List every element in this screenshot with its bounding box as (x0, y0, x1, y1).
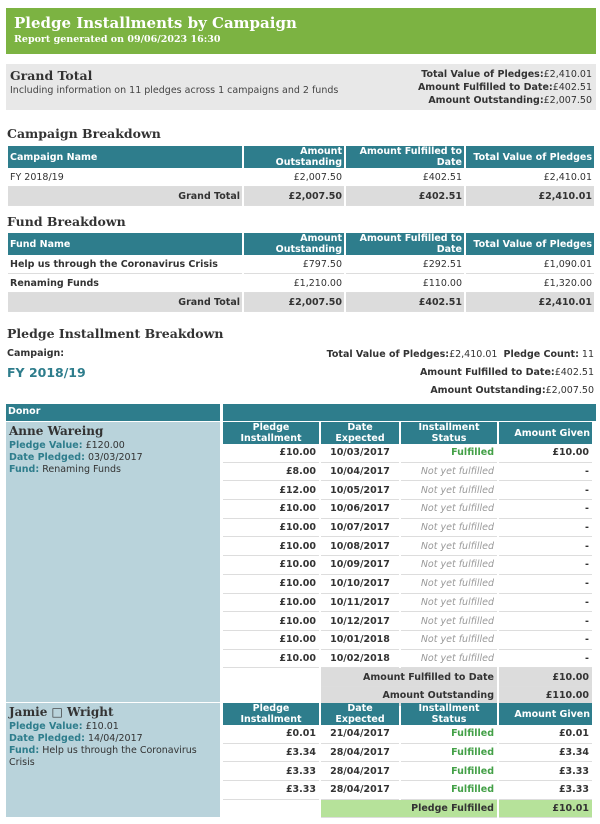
cell-date-expected: 10/12/2017 (321, 612, 399, 631)
cell-date-expected: 10/09/2017 (321, 556, 399, 575)
table-row (223, 537, 592, 556)
col-amount-fulfilled: Amount Fulfilled to Date (346, 233, 464, 255)
cell-status (401, 725, 497, 744)
cell-fulfilled: £110.00 (346, 274, 464, 293)
cell-fulfilled: £402.51 (346, 187, 464, 206)
report-title: Pledge Installments by Campaign (14, 14, 297, 32)
total-value-label: Total Value of Pledges: (421, 69, 544, 80)
cell-total: £1,320.00 (466, 274, 594, 293)
grand-total-row (8, 187, 594, 206)
col-amount-fulfilled: Amount Fulfilled to Date (346, 146, 464, 168)
cell-date-expected: 28/04/2017 (321, 781, 399, 800)
cell-installment-amount: £10.00 (223, 650, 319, 669)
cell-installment-amount: £3.33 (223, 762, 319, 781)
cell-date-expected: 10/01/2018 (321, 631, 399, 650)
cell-date-expected: 28/04/2017 (321, 744, 399, 763)
fulfilled-value: £402.51 (554, 367, 594, 378)
summary-value: £10.00 (499, 668, 592, 687)
cell-total: £2,410.01 (466, 168, 594, 187)
col-amount-outstanding: Amount Outstanding (244, 233, 344, 255)
cell-outstanding: £797.50 (244, 255, 344, 274)
installments-table (221, 422, 594, 706)
cell-spacer (223, 800, 319, 819)
cell-amount-given: - (499, 650, 592, 669)
cell-amount-given: - (499, 537, 592, 556)
cell-installment-amount: £10.00 (223, 575, 319, 594)
col-pledge-installment: Pledge Installment (223, 703, 319, 725)
cell-installment-amount: £10.00 (223, 444, 319, 463)
summary-label: Pledge Fulfilled (321, 800, 497, 819)
campaign-breakdown-title: Campaign Breakdown (7, 126, 161, 141)
cell-amount-given: - (499, 594, 592, 613)
date-pledged-label: Date Pledged: (9, 452, 85, 463)
cell-installment-amount: £10.00 (223, 537, 319, 556)
cell-outstanding: £2,007.50 (244, 293, 344, 312)
summary-value: £10.01 (499, 800, 592, 819)
fulfilled-label: Amount Fulfilled to Date: (419, 367, 555, 378)
cell-amount-given: - (499, 631, 592, 650)
table-row (8, 168, 594, 187)
cell-amount-given: £3.34 (499, 744, 592, 763)
report-generated: Report generated on 09/06/2023 16:30 (14, 34, 221, 45)
fund-value: Renaming Funds (42, 464, 121, 475)
cell-installment-amount: £0.01 (223, 725, 319, 744)
table-row (223, 781, 592, 800)
cell-total: £1,090.01 (466, 255, 594, 274)
status-badge: Not yet fulfilled (420, 540, 494, 552)
date-pledged: 14/04/2017 (87, 733, 143, 744)
grand-total-box (6, 64, 596, 110)
table-row (223, 762, 592, 781)
cell-status (401, 631, 497, 650)
campaign-breakdown-table (6, 146, 596, 206)
table-row (223, 575, 592, 594)
cell-installment-amount: £10.00 (223, 631, 319, 650)
cell-status (401, 519, 497, 538)
cell-fund: Help us through the Coronavirus Crisis (8, 255, 242, 274)
cell-total: £2,410.01 (466, 187, 594, 206)
cell-status (401, 744, 497, 763)
cell-installment-amount: £10.00 (223, 556, 319, 575)
summary-label: Amount Fulfilled to Date (321, 668, 497, 687)
cell-date-expected: 10/07/2017 (321, 519, 399, 538)
donor-column-header: Donor (6, 404, 220, 421)
cell-status (401, 537, 497, 556)
donor-panel (6, 422, 220, 702)
date-pledged-label: Date Pledged: (9, 733, 85, 744)
cell-status (401, 650, 497, 669)
fund-breakdown-table (6, 233, 596, 312)
cell-amount-given: - (499, 481, 592, 500)
col-total-value: Total Value of Pledges (466, 233, 594, 255)
total-value: £2,410.01 (543, 69, 592, 80)
cell-total: £2,410.01 (466, 293, 594, 312)
cell-status (401, 594, 497, 613)
table-row (223, 519, 592, 538)
summary-row (223, 800, 592, 819)
fund-breakdown-title: Fund Breakdown (7, 214, 126, 229)
status-badge: Not yet fulfilled (420, 503, 494, 515)
pledge-value-label: Pledge Value: (9, 440, 83, 451)
cell-outstanding: £1,210.00 (244, 274, 344, 293)
status-badge: Not yet fulfilled (420, 522, 494, 534)
cell-date-expected: 10/06/2017 (321, 500, 399, 519)
table-row (223, 631, 592, 650)
cell-date-expected: 10/02/2018 (321, 650, 399, 669)
cell-fulfilled: £402.51 (346, 293, 464, 312)
cell-total-label: Grand Total (8, 293, 242, 312)
outstanding-label: Amount Outstanding: (428, 95, 544, 106)
pledge-value-label: Pledge Value: (9, 721, 83, 732)
col-amount-given: Amount Given (499, 703, 592, 725)
table-row (223, 463, 592, 482)
cell-date-expected: 10/03/2017 (321, 444, 399, 463)
cell-status (401, 612, 497, 631)
cell-status (401, 481, 497, 500)
installments-table (221, 703, 594, 818)
col-amount-outstanding: Amount Outstanding (244, 146, 344, 168)
cell-amount-given: - (499, 463, 592, 482)
col-total-value: Total Value of Pledges (466, 146, 594, 168)
status-badge: Not yet fulfilled (420, 484, 494, 496)
date-pledged: 03/03/2017 (87, 452, 143, 463)
donor-name: Anne Wareing (9, 424, 104, 438)
grand-total-heading: Grand Total (10, 68, 93, 83)
col-amount-given: Amount Given (499, 422, 592, 444)
pledge-count-label: Pledge Count: (503, 349, 579, 360)
table-row (223, 650, 592, 669)
status-badge: Not yet fulfilled (420, 634, 494, 646)
pledge-value: £120.00 (85, 440, 125, 451)
table-row (223, 612, 592, 631)
table-row (223, 594, 592, 613)
grand-total-summary: Including information on 11 pledges across 1 campaigns and 2 funds (10, 85, 339, 96)
cell-status (401, 575, 497, 594)
cell-amount-given: - (499, 556, 592, 575)
outstanding-value: £2,007.50 (545, 385, 594, 396)
outstanding-label: Amount Outstanding: (430, 385, 546, 396)
status-badge: Fulfilled (451, 747, 494, 759)
fulfilled-label: Amount Fulfilled to Date: (417, 82, 553, 93)
status-badge: Fulfilled (451, 447, 494, 459)
pledge-count: 11 (581, 349, 594, 360)
cell-installment-amount: £3.34 (223, 744, 319, 763)
status-badge: Fulfilled (451, 784, 494, 796)
campaign-figures (327, 346, 594, 400)
col-fund-name: Fund Name (8, 233, 242, 255)
summary-row (223, 668, 592, 687)
cell-date-expected: 21/04/2017 (321, 725, 399, 744)
status-badge: Fulfilled (451, 765, 494, 777)
table-row (8, 255, 594, 274)
summary-value: £110.00 (499, 687, 592, 706)
cell-date-expected: 28/04/2017 (321, 762, 399, 781)
cell-installment-amount: £10.00 (223, 500, 319, 519)
donor-name: Jamie □ Wright (9, 705, 114, 719)
fund-value: Help us through the Coronavirus Crisis (9, 745, 197, 768)
table-row (8, 274, 594, 293)
table-row (223, 744, 592, 763)
cell-amount-given: £0.01 (499, 725, 592, 744)
outstanding-value: £2,007.50 (543, 95, 592, 106)
status-badge: Not yet fulfilled (420, 615, 494, 627)
cell-amount-given: £3.33 (499, 781, 592, 800)
cell-installment-amount: £10.00 (223, 612, 319, 631)
cell-amount-given: - (499, 519, 592, 538)
cell-status (401, 500, 497, 519)
cell-status (401, 556, 497, 575)
campaign-label: Campaign: (7, 348, 65, 359)
cell-status (401, 781, 497, 800)
cell-amount-given: - (499, 500, 592, 519)
status-badge: Fulfilled (451, 728, 494, 740)
cell-date-expected: 10/05/2017 (321, 481, 399, 500)
cell-installment-amount: £8.00 (223, 463, 319, 482)
status-badge: Not yet fulfilled (420, 559, 494, 571)
cell-date-expected: 10/08/2017 (321, 537, 399, 556)
cell-fulfilled: £402.51 (346, 168, 464, 187)
status-badge: Not yet fulfilled (420, 652, 494, 664)
col-installment-status: Installment Status (401, 703, 497, 725)
col-date-expected: Date Expected (321, 703, 399, 725)
fund-label: Fund: (9, 464, 40, 475)
pledge-value: £10.01 (85, 721, 119, 732)
cell-status (401, 444, 497, 463)
cell-fund: Renaming Funds (8, 274, 242, 293)
cell-date-expected: 10/11/2017 (321, 594, 399, 613)
cell-outstanding: £2,007.50 (244, 168, 344, 187)
table-row (223, 500, 592, 519)
grand-total-figures (418, 68, 592, 107)
fulfilled-value: £402.51 (552, 82, 592, 93)
cell-amount-given: - (499, 575, 592, 594)
table-row (223, 725, 592, 744)
col-installment-status: Installment Status (401, 422, 497, 444)
grand-total-row (8, 293, 594, 312)
table-row (223, 444, 592, 463)
cell-fulfilled: £292.51 (346, 255, 464, 274)
total-value: £2,410.01 (449, 349, 498, 360)
cell-installment-amount: £3.33 (223, 781, 319, 800)
table-row (223, 556, 592, 575)
table-row (223, 481, 592, 500)
status-badge: Not yet fulfilled (420, 578, 494, 590)
cell-date-expected: 10/10/2017 (321, 575, 399, 594)
cell-campaign: FY 2018/19 (8, 168, 242, 187)
cell-outstanding: £2,007.50 (244, 187, 344, 206)
cell-amount-given: £3.33 (499, 762, 592, 781)
campaign-name: FY 2018/19 (7, 365, 86, 380)
col-pledge-installment: Pledge Installment (223, 422, 319, 444)
col-campaign-name: Campaign Name (8, 146, 242, 168)
cell-status (401, 463, 497, 482)
cell-installment-amount: £12.00 (223, 481, 319, 500)
report-header (6, 8, 596, 54)
cell-status (401, 762, 497, 781)
installment-breakdown-title: Pledge Installment Breakdown (7, 326, 224, 341)
cell-amount-given: £10.00 (499, 444, 592, 463)
cell-installment-amount: £10.00 (223, 519, 319, 538)
summary-label: Amount Outstanding (321, 687, 497, 706)
status-badge: Not yet fulfilled (420, 596, 494, 608)
donor-panel (6, 703, 220, 817)
total-value-label: Total Value of Pledges: (326, 349, 450, 360)
cell-amount-given: - (499, 612, 592, 631)
cell-total-label: Grand Total (8, 187, 242, 206)
cell-installment-amount: £10.00 (223, 594, 319, 613)
installments-header-band (223, 404, 596, 421)
col-date-expected: Date Expected (321, 422, 399, 444)
status-badge: Not yet fulfilled (420, 466, 494, 478)
cell-date-expected: 10/04/2017 (321, 463, 399, 482)
cell-spacer (223, 668, 319, 687)
fund-label: Fund: (9, 745, 40, 756)
